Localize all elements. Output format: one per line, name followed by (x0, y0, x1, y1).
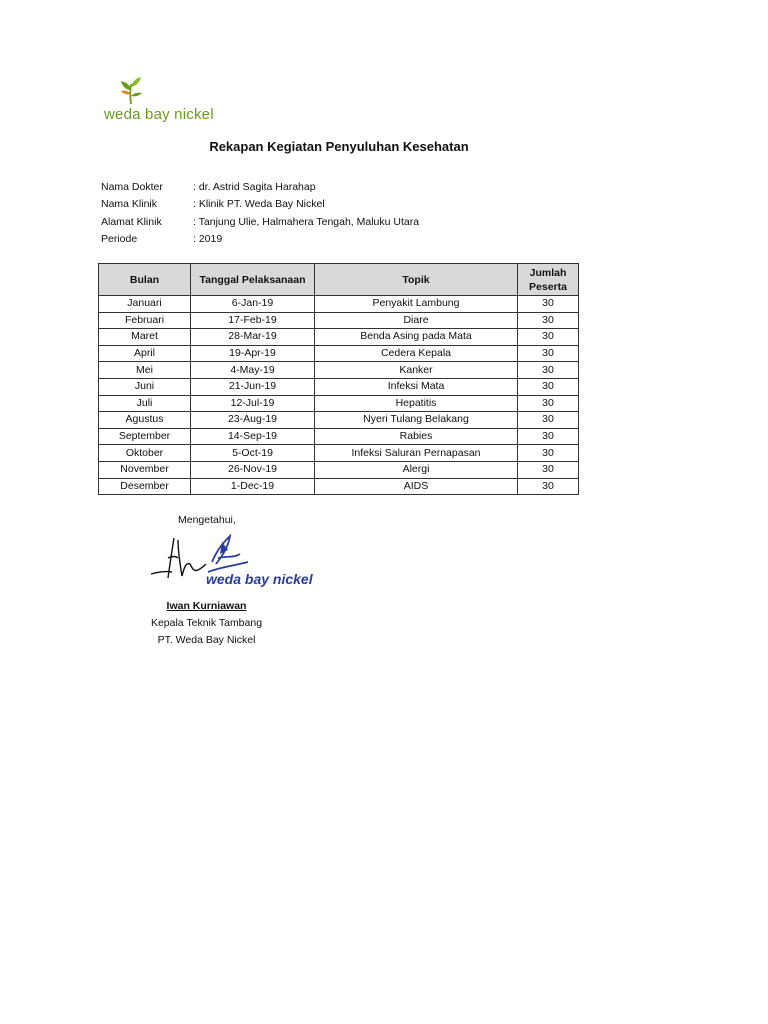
info-row (101, 214, 419, 231)
table-row (99, 461, 579, 478)
cell-jumlah-peserta: 30 (518, 362, 579, 379)
cell-jumlah-peserta: 30 (518, 329, 579, 346)
cell-bulan: November (99, 461, 191, 478)
table-row (99, 395, 579, 412)
cell-tanggal: 23-Aug-19 (191, 412, 315, 429)
info-value: : 2019 (193, 232, 223, 245)
info-row (101, 231, 419, 248)
cell-topik: Infeksi Mata (315, 378, 518, 395)
cell-bulan: April (99, 345, 191, 362)
signer-role: Kepala Teknik Tambang (150, 617, 263, 629)
cell-jumlah-peserta: 30 (518, 428, 579, 445)
info-block (101, 179, 419, 248)
cell-bulan: Agustus (99, 412, 191, 429)
signer-company: PT. Weda Bay Nickel (157, 634, 256, 646)
cell-bulan: Januari (99, 296, 191, 313)
signature-stamp-text: weda bay nickel (206, 571, 313, 587)
cell-tanggal: 19-Apr-19 (191, 345, 315, 362)
info-label: Alamat Klinik (101, 215, 162, 228)
leaf-icon (118, 76, 144, 106)
cell-tanggal: 26-Nov-19 (191, 461, 315, 478)
logo-text: weda bay nickel (104, 106, 214, 123)
cell-topik: AIDS (315, 478, 518, 495)
cell-jumlah-peserta: 30 (518, 412, 579, 429)
cell-jumlah-peserta: 30 (518, 296, 579, 313)
cell-tanggal: 4-May-19 (191, 362, 315, 379)
info-row (101, 179, 419, 196)
table-row (99, 412, 579, 429)
table-row (99, 428, 579, 445)
cell-bulan: September (99, 428, 191, 445)
cell-tanggal: 21-Jun-19 (191, 378, 315, 395)
header-tanggal: Tanggal Pelaksanaan (191, 264, 315, 296)
info-label: Nama Dokter (101, 181, 163, 193)
cell-bulan: Februari (99, 312, 191, 329)
cell-jumlah-peserta: 30 (518, 345, 579, 362)
info-value: : dr. Astrid Sagita Harahap (193, 181, 316, 193)
cell-topik: Hepatitis (315, 395, 518, 412)
cell-topik: Benda Asing pada Mata (315, 329, 518, 346)
cell-topik: Alergi (315, 461, 518, 478)
cell-jumlah-peserta: 30 (518, 312, 579, 329)
cell-topik: Rabies (315, 428, 518, 445)
table-row (99, 478, 579, 495)
cell-jumlah-peserta: 30 (518, 478, 579, 495)
schedule-table (98, 263, 579, 495)
header-topik: Topik (315, 264, 518, 296)
cell-bulan: Maret (99, 329, 191, 346)
cell-bulan: Juli (99, 395, 191, 412)
cell-jumlah-peserta: 30 (518, 461, 579, 478)
table-row (99, 445, 579, 462)
cell-jumlah-peserta: 30 (518, 445, 579, 462)
cell-tanggal: 12-Jul-19 (191, 395, 315, 412)
cell-tanggal: 17-Feb-19 (191, 312, 315, 329)
table-row (99, 362, 579, 379)
info-value: : Tanjung Ulie, Halmahera Tengah, Maluku Utara (193, 215, 420, 228)
table-row (99, 378, 579, 395)
signer-name: Iwan Kurniawan (166, 600, 247, 612)
cell-bulan: Oktober (99, 445, 191, 462)
cell-topik: Cedera Kepala (315, 345, 518, 362)
table-row (99, 312, 579, 329)
info-label: Periode (101, 232, 138, 245)
table-row (99, 296, 579, 313)
company-logo (104, 76, 244, 126)
info-row (101, 196, 419, 213)
header-jumlah-peserta: Jumlah Peserta (518, 264, 579, 296)
cell-topik: Diare (315, 312, 518, 329)
cell-jumlah-peserta: 30 (518, 378, 579, 395)
header-bulan: Bulan (99, 264, 191, 296)
cell-bulan: Juni (99, 378, 191, 395)
cell-tanggal: 28-Mar-19 (191, 329, 315, 346)
table-row (99, 329, 579, 346)
table-row (99, 345, 579, 362)
cell-bulan: Mei (99, 362, 191, 379)
info-value: : Klinik PT. Weda Bay Nickel (193, 198, 325, 211)
cell-tanggal: 1-Dec-19 (191, 478, 315, 495)
info-label: Nama Klinik (101, 198, 158, 211)
cell-jumlah-peserta: 30 (518, 395, 579, 412)
cell-topik: Infeksi Saluran Pernapasan (315, 445, 518, 462)
cell-topik: Kanker (315, 362, 518, 379)
document-title: Rekapan Kegiatan Penyuluhan Kesehatan (209, 139, 469, 154)
cell-bulan: Desember (99, 478, 191, 495)
cell-topik: Penyakit Lambung (315, 296, 518, 313)
cell-tanggal: 5-Oct-19 (191, 445, 315, 462)
cell-tanggal: 6-Jan-19 (191, 296, 315, 313)
acknowledged-label: Mengetahui, (178, 514, 236, 526)
table-header-row (99, 264, 579, 296)
cell-tanggal: 14-Sep-19 (191, 428, 315, 445)
cell-topik: Nyeri Tulang Belakang (315, 412, 518, 429)
